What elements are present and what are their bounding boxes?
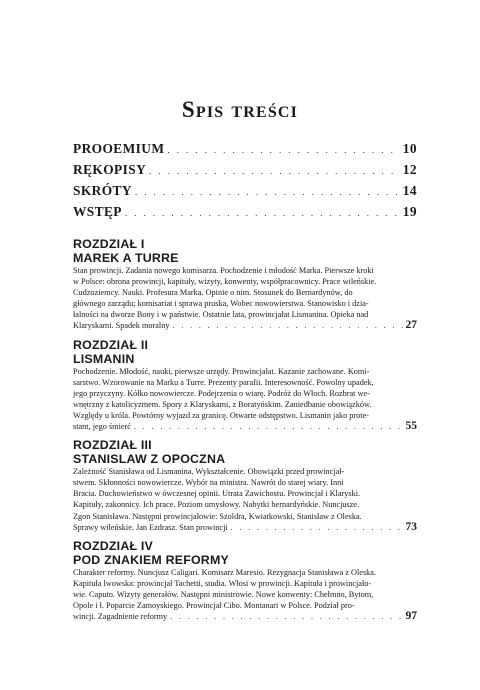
toc-entry-page: 14 bbox=[402, 183, 417, 198]
summary-line: łalności na dworze Bony i w państwie. Ostatnie lata, prowincjałat Lismanina. Opieka nad bbox=[73, 310, 369, 320]
chapter-number: ROZDZIAŁ I bbox=[73, 237, 145, 251]
summary-line: jego przyczyny. Kółko nowowiercze. Podejrzenia o wiarę. Podróż do Włoch. Rozbrat we- bbox=[73, 388, 370, 398]
toc-entry-label: WSTĘP bbox=[73, 204, 122, 219]
chapter-summary bbox=[73, 466, 417, 533]
chapter-summary bbox=[73, 265, 417, 332]
page-title: Spis treści bbox=[181, 97, 299, 122]
chapter-1[interactable] bbox=[73, 237, 417, 332]
toc-entry-page: 10 bbox=[402, 141, 417, 156]
chapter-2[interactable] bbox=[73, 338, 417, 433]
chapter-page: 55 bbox=[405, 420, 417, 433]
toc-entry-page: 19 bbox=[402, 204, 417, 219]
summary-last-line bbox=[73, 421, 417, 432]
summary-line: Bracia. Duchowieństwo w ówczesnej opinii. Utrata Zawichostu. Prowincjał i Klaryski. bbox=[73, 489, 361, 499]
summary-line: Klaryskami. Spadek moralny bbox=[73, 321, 170, 331]
summary-line: Cudzoziemcy. Nauki. Profesura Marka. Opinie o nim. Stosunek do Bernardynów, do bbox=[73, 288, 353, 298]
summary-last-line bbox=[73, 320, 417, 331]
toc-entry-rekopisy[interactable] bbox=[73, 160, 417, 181]
summary-line: stwem. Skłonności nowowiercze. Wybór na ministra. Nawrót do starej wiary. Inni bbox=[73, 478, 344, 488]
chapter-page: 97 bbox=[405, 610, 417, 623]
summary-line: Zgon Stanisława. Następni prowincjałowie: Szoldra, Kwiatkowski, Stanisław z Oleska. bbox=[73, 511, 362, 521]
toc-entry-label: SKRÓTY bbox=[73, 183, 132, 198]
chapter-4[interactable] bbox=[73, 539, 417, 622]
chapter-summary bbox=[73, 567, 417, 622]
table-of-contents bbox=[73, 139, 417, 622]
toc-entry-page: 12 bbox=[402, 162, 417, 177]
chapter-summary bbox=[73, 366, 417, 433]
toc-entry-label: RĘKOPISY bbox=[73, 162, 147, 177]
summary-line: Zależność Stanisława od Lismanina. Wykształcenie. Obowiązki przed prowincjał- bbox=[73, 467, 345, 477]
chapter-number: ROZDZIAŁ II bbox=[73, 337, 149, 352]
leader-dots bbox=[135, 182, 400, 202]
summary-last-line bbox=[73, 611, 417, 622]
summary-line: Opole i ł. Poparcie Zamoyskiego. Prowincjał Cibo. Montanari w Polsce. Podział pro- bbox=[73, 600, 355, 610]
summary-line: Względy u króla. Powtórny wyjazd za granicę. Otwarte odstępstwo. Lismanin jako prote- bbox=[73, 410, 369, 420]
chapter-page: 27 bbox=[405, 319, 417, 332]
chapter-number: ROZDZIAŁ IV bbox=[73, 538, 153, 553]
summary-last-line bbox=[73, 522, 417, 533]
leader-dots bbox=[172, 320, 402, 331]
toc-entry-label: PROOEMIUM bbox=[73, 141, 165, 156]
summary-line: głównego zarządu; komisariat i sprawa pruska, Wobec nowowierstwa. Stanowisko i dzia- bbox=[73, 299, 369, 309]
leader-dots bbox=[134, 421, 403, 432]
chapter-title: POD ZNAKIEM REFORMY bbox=[73, 552, 229, 567]
toc-entry-skroty[interactable] bbox=[73, 181, 417, 202]
chapter-title: LISMANIN bbox=[73, 351, 135, 366]
summary-line: Stan prowincji. Zadania nowego komisarza. Pochodzenie i młodość Marka. Pierwsze kroki bbox=[73, 266, 374, 275]
toc-entry-wstep[interactable] bbox=[73, 202, 417, 223]
summary-line: Pochodzenie. Młodość, nauki, pierwsze urzędy. Prowincjałat. Kazanie zachowane. Komi- bbox=[73, 366, 370, 376]
summary-line: Kapituła lwowska: prowincjał Tachetti, studia. Włosi w prowincji. Kapituła i prowincjało- bbox=[73, 578, 372, 588]
leader-dots bbox=[231, 522, 403, 533]
summary-line: wnętrzny z katolicyzmem. Spory z Klaryskami, z Boratyńskim. Zaniedbanie obowiązków. bbox=[73, 399, 372, 409]
leader-dots bbox=[170, 611, 402, 622]
chapter-page: 73 bbox=[405, 520, 417, 533]
chapter-title: STANISLAW Z OPOCZNA bbox=[73, 452, 226, 467]
chapter-title: MAREK A TURRE bbox=[73, 251, 179, 265]
summary-line: stant, jego śmierć bbox=[73, 422, 131, 432]
summary-line: w Polsce: obrona prowincji, kapituły, wizyty, konwenty, współpracownicy. Prace wileńskie. bbox=[73, 277, 377, 287]
summary-line: wincji. Zagadnienie reformy bbox=[73, 612, 168, 622]
toc-entry-prooemium[interactable] bbox=[73, 139, 417, 160]
summary-line: Kapituły, zakonnicy. Ich prace. Poziom umysłowy. Nabytki bernardyńskie. Nuncjusze. bbox=[73, 500, 360, 510]
leader-dots bbox=[149, 161, 400, 181]
chapter-3[interactable] bbox=[73, 438, 417, 533]
leader-dots bbox=[167, 140, 399, 160]
chapter-number: ROZDZIAŁ III bbox=[73, 438, 152, 453]
summary-line: Sprawy wileńskie. Jan Ezdrasz. Stan prowincji bbox=[73, 522, 228, 532]
leader-dots bbox=[125, 203, 400, 223]
summary-line: Charakter reformy. Nuncjusz Caligari. Komisarz Maresio. Rezygnacja Stanisława z Oleska. bbox=[73, 567, 377, 577]
summary-line: sarstwo. Wzorowanie na Marku a Turre. Prezenty parafii. Interesowność. Powolny upadek, bbox=[73, 377, 374, 387]
summary-line: wie. Caputo. Wizyty generałów. Następni ministrowie. Nowe konwenty: Chełmno, Bytom, bbox=[73, 589, 374, 599]
